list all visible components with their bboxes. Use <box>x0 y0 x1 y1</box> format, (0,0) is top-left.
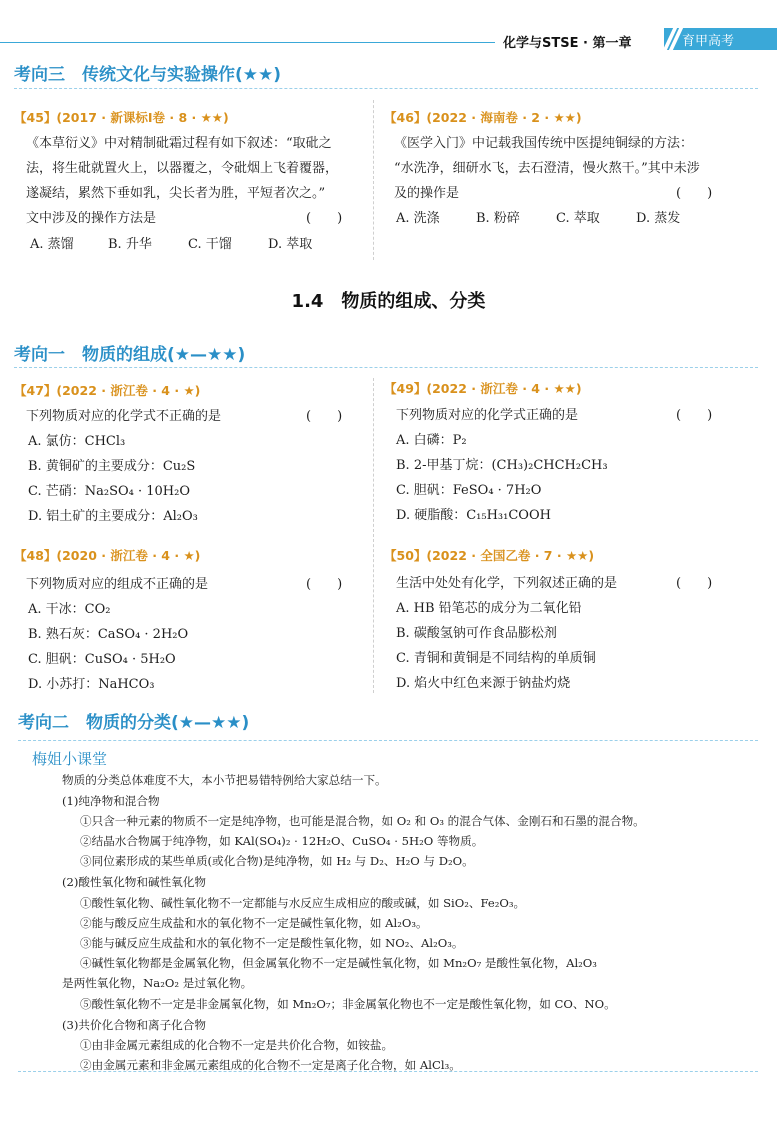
lesson-line: ①酸性氧化物、碱性氧化物不一定都能与水反应生成相应的酸或碱，如 SiO₂、Fe₂O₃。 <box>80 896 526 910</box>
option-c: C. 胆矾：FeSO₄ · 7H₂O <box>396 483 542 498</box>
option-a: A. 白磷：P₂ <box>396 433 467 448</box>
option-b: B. 粉碎 <box>476 211 520 226</box>
option-c: C. 萃取 <box>556 211 600 226</box>
lesson-line: 是两性氧化物，Na₂O₂ 是过氧化物。 <box>62 976 253 990</box>
lesson-line: ①只含一种元素的物质不一定是纯净物，也可能是混合物，如 O₂ 和 O₃ 的混合气体、金刚石和石墨的混合物。 <box>80 814 645 828</box>
question-text: 遂凝结，累然下垂如乳，尖长者为胜，平短者次之。” <box>26 186 326 201</box>
question-tag-45: 【45】(2017 · 新课标Ⅰ卷 · 8 · ★★) <box>14 110 229 125</box>
option-b: B. 升华 <box>108 237 152 252</box>
lesson-title: 梅姐小课堂 <box>32 750 108 768</box>
lesson-subheading: (3)共价化合物和离子化合物 <box>62 1018 206 1032</box>
option-a: A. 蒸馏 <box>30 237 74 252</box>
option-b: B. 碳酸氢钠可作食品膨松剂 <box>396 626 557 641</box>
section-heading-1: 考向一 物质的组成(★—★★) <box>14 345 246 365</box>
question-text: 文中涉及的操作方法是 <box>26 211 157 226</box>
header-badge <box>664 28 777 50</box>
question-tag-48: 【48】(2020 · 浙江卷 · 4 · ★) <box>14 548 201 563</box>
option-d: D. 萃取 <box>268 237 313 252</box>
option-c: C. 芒硝：Na₂SO₄ · 10H₂O <box>28 484 191 499</box>
lesson-subheading: (2)酸性氧化物和碱性氧化物 <box>62 875 206 889</box>
lesson-line: ②结晶水合物属于纯净物，如 KAl(SO₄)₂ · 12H₂O、CuSO₄ · 5H₂O 等物质。 <box>80 834 484 848</box>
column-divider <box>373 378 374 693</box>
question-stem: 下列物质对应的化学式正确的是 <box>396 408 579 423</box>
answer-blank: ( ) <box>676 408 713 423</box>
question-stem: 下列物质对应的组成不正确的是 <box>26 577 209 592</box>
option-c: C. 胆矾：CuSO₄ · 5H₂O <box>28 652 176 667</box>
option-a: A. 干冰：CO₂ <box>28 602 111 617</box>
header-brand: 育甲高考 <box>682 34 735 49</box>
lesson-line: ②由金属元素和非金属元素组成的化合物不一定是离子化合物，如 AlCl₃。 <box>80 1058 461 1072</box>
section-heading-2: 考向二 物质的分类(★—★★) <box>18 713 250 733</box>
question-stem: 下列物质对应的化学式不正确的是 <box>26 409 222 424</box>
lesson-line: ③能与碱反应生成盐和水的氧化物不一定是酸性氧化物，如 NO₂、Al₂O₃。 <box>80 936 464 950</box>
option-c: C. 青铜和黄铜是不同结构的单质铜 <box>396 651 596 666</box>
option-a: A. 洗涤 <box>396 211 440 226</box>
question-text: 《医学入门》中记载我国传统中医提纯铜绿的方法： <box>394 136 694 151</box>
question-tag-50: 【50】(2022 · 全国乙卷 · 7 · ★★) <box>384 548 595 563</box>
question-text: “水洗净，细研水飞，去石澄清，慢火熬干。”其中未涉 <box>394 161 700 176</box>
answer-blank: ( ) <box>676 186 713 201</box>
section-divider <box>14 88 758 90</box>
question-stem: 生活中处处有化学，下列叙述正确的是 <box>396 576 618 591</box>
header-rule <box>0 42 495 43</box>
lesson-line: ①由非金属元素组成的化合物不一定是共价化合物，如铵盐。 <box>80 1038 394 1052</box>
lesson-line: ⑤酸性氧化物不一定是非金属氧化物，如 Mn₂O₇；非金属氧化物也不一定是酸性氧化物，如 CO、NO。 <box>80 997 616 1011</box>
answer-blank: ( ) <box>306 577 343 592</box>
header-title: 化学与STSE · 第一章 <box>503 36 632 51</box>
question-text: 及的操作是 <box>394 186 460 201</box>
question-tag-46: 【46】(2022 · 海南卷 · 2 · ★★) <box>384 110 582 125</box>
option-b: B. 熟石灰：CaSO₄ · 2H₂O <box>28 627 189 642</box>
option-d: D. 焰火中红色来源于钠盐灼烧 <box>396 676 571 691</box>
answer-blank: ( ) <box>306 211 343 226</box>
option-d: D. 蒸发 <box>636 211 681 226</box>
lesson-line: ④碱性氧化物都是金属氧化物，但金属氧化物不一定是碱性氧化物，如 Mn₂O₇ 是酸性氧化物，Al₂O₃ <box>80 956 597 970</box>
question-tag-47: 【47】(2022 · 浙江卷 · 4 · ★) <box>14 383 201 398</box>
option-b: B. 2-甲基丁烷：(CH₃)₂CHCH₂CH₃ <box>396 458 608 473</box>
option-a: A. 氯仿：CHCl₃ <box>28 434 126 449</box>
option-d: D. 小苏打：NaHCO₃ <box>28 677 155 692</box>
answer-blank: ( ) <box>306 409 343 424</box>
answer-blank: ( ) <box>676 576 713 591</box>
option-a: A. HB 铅笔芯的成分为二氧化铅 <box>396 601 582 616</box>
option-b: B. 黄铜矿的主要成分：Cu₂S <box>28 459 196 474</box>
option-d: D. 铝土矿的主要成分：Al₂O₃ <box>28 509 198 524</box>
lesson-line: 物质的分类总体难度不大，本小节把易错特例给大家总结一下。 <box>62 773 387 787</box>
section-heading-3: 考向三 传统文化与实验操作(★★) <box>14 65 282 85</box>
section-divider <box>14 367 758 369</box>
lesson-subheading: (1)纯净物和混合物 <box>62 794 160 808</box>
lesson-line: ②能与酸反应生成盐和水的氧化物不一定是碱性氧化物，如 Al₂O₃。 <box>80 916 428 930</box>
question-text: 法，将生砒就置火上，以器覆之，令砒烟上飞着覆器， <box>26 161 339 176</box>
lesson-line: ③同位素形成的某些单质(或化合物)是纯净物，如 H₂ 与 D₂、H₂O 与 D₂O。 <box>80 854 474 868</box>
column-divider <box>373 100 374 260</box>
section-title: 1.4 物质的组成、分类 <box>291 291 486 312</box>
option-d: D. 硬脂酸：C₁₅H₃₁COOH <box>396 508 551 523</box>
option-c: C. 干馏 <box>188 237 232 252</box>
question-tag-49: 【49】(2022 · 浙江卷 · 4 · ★★) <box>384 381 582 396</box>
question-text: 《本草衍义》中对精制砒霜过程有如下叙述：“取砒之 <box>26 136 332 151</box>
